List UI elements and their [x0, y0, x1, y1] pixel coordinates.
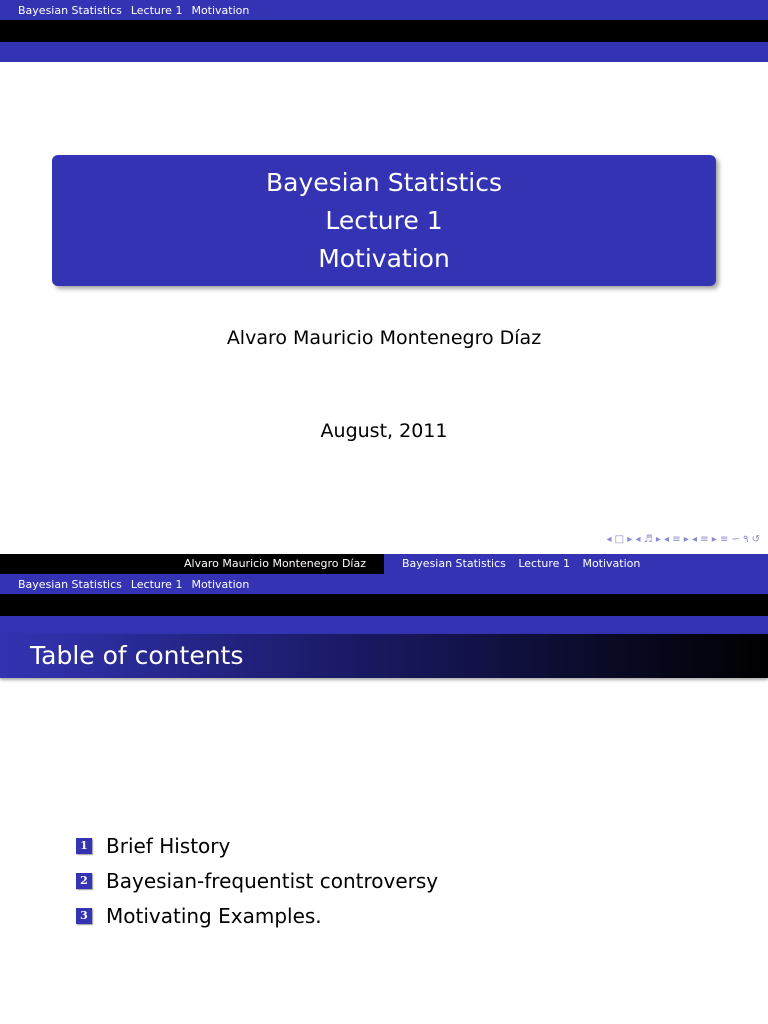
presentation-date: August, 2011: [320, 420, 448, 442]
navigation-symbols-icon[interactable]: ◂ □ ▸ ◂ ♬ ▸ ◂ ≡ ▸ ◂ ≡ ▸ ≡ ∽ ۹ ↺: [606, 534, 760, 545]
toc-label: Motivating Examples.: [106, 903, 322, 928]
header-item-course: Bayesian Statistics: [18, 3, 122, 17]
slide2-header-bar: [0, 574, 768, 594]
toc-number-badge: 2: [76, 873, 92, 889]
toc-item-motivating-examples[interactable]: [76, 898, 438, 933]
slide1-dark-bar: [0, 20, 768, 42]
slide2-dark-bar: [0, 594, 768, 616]
toc-item-brief-history[interactable]: [76, 828, 438, 863]
footer-item-course: Bayesian Statistics: [402, 557, 506, 570]
title-line-2: Lecture 1: [325, 205, 443, 235]
footer-title: [384, 554, 768, 574]
header-item-lecture: Lecture 1: [130, 3, 183, 17]
header-item-topic: Motivation: [191, 577, 250, 591]
footer-item-lecture: Lecture 1: [518, 557, 570, 570]
title-line-3: Motivation: [318, 243, 450, 273]
toc-label: Bayesian-frequentist controversy: [106, 868, 439, 893]
header-item-course: Bayesian Statistics: [18, 577, 122, 591]
slide1-footer: [0, 554, 768, 574]
slide1-blue-strip: [0, 42, 768, 62]
slide2-blue-strip: [0, 616, 768, 634]
toc-item-controversy[interactable]: [76, 863, 438, 898]
toc-label: Brief History: [106, 833, 231, 858]
header-item-topic: Motivation: [191, 3, 250, 17]
slide1-header-bar: [0, 0, 768, 20]
header-item-lecture: Lecture 1: [130, 577, 183, 591]
title-line-1: Bayesian Statistics: [265, 167, 502, 197]
table-of-contents: [76, 828, 438, 933]
footer-item-topic: Motivation: [582, 557, 641, 570]
title-block: [52, 155, 716, 286]
toc-number-badge: 1: [76, 838, 92, 854]
toc-number-badge: 3: [76, 908, 92, 924]
author-name: Alvaro Mauricio Montenegro Díaz: [226, 327, 542, 349]
footer-author: Alvaro Mauricio Montenegro Díaz: [0, 554, 384, 574]
frame-title: Table of contents: [0, 634, 768, 678]
